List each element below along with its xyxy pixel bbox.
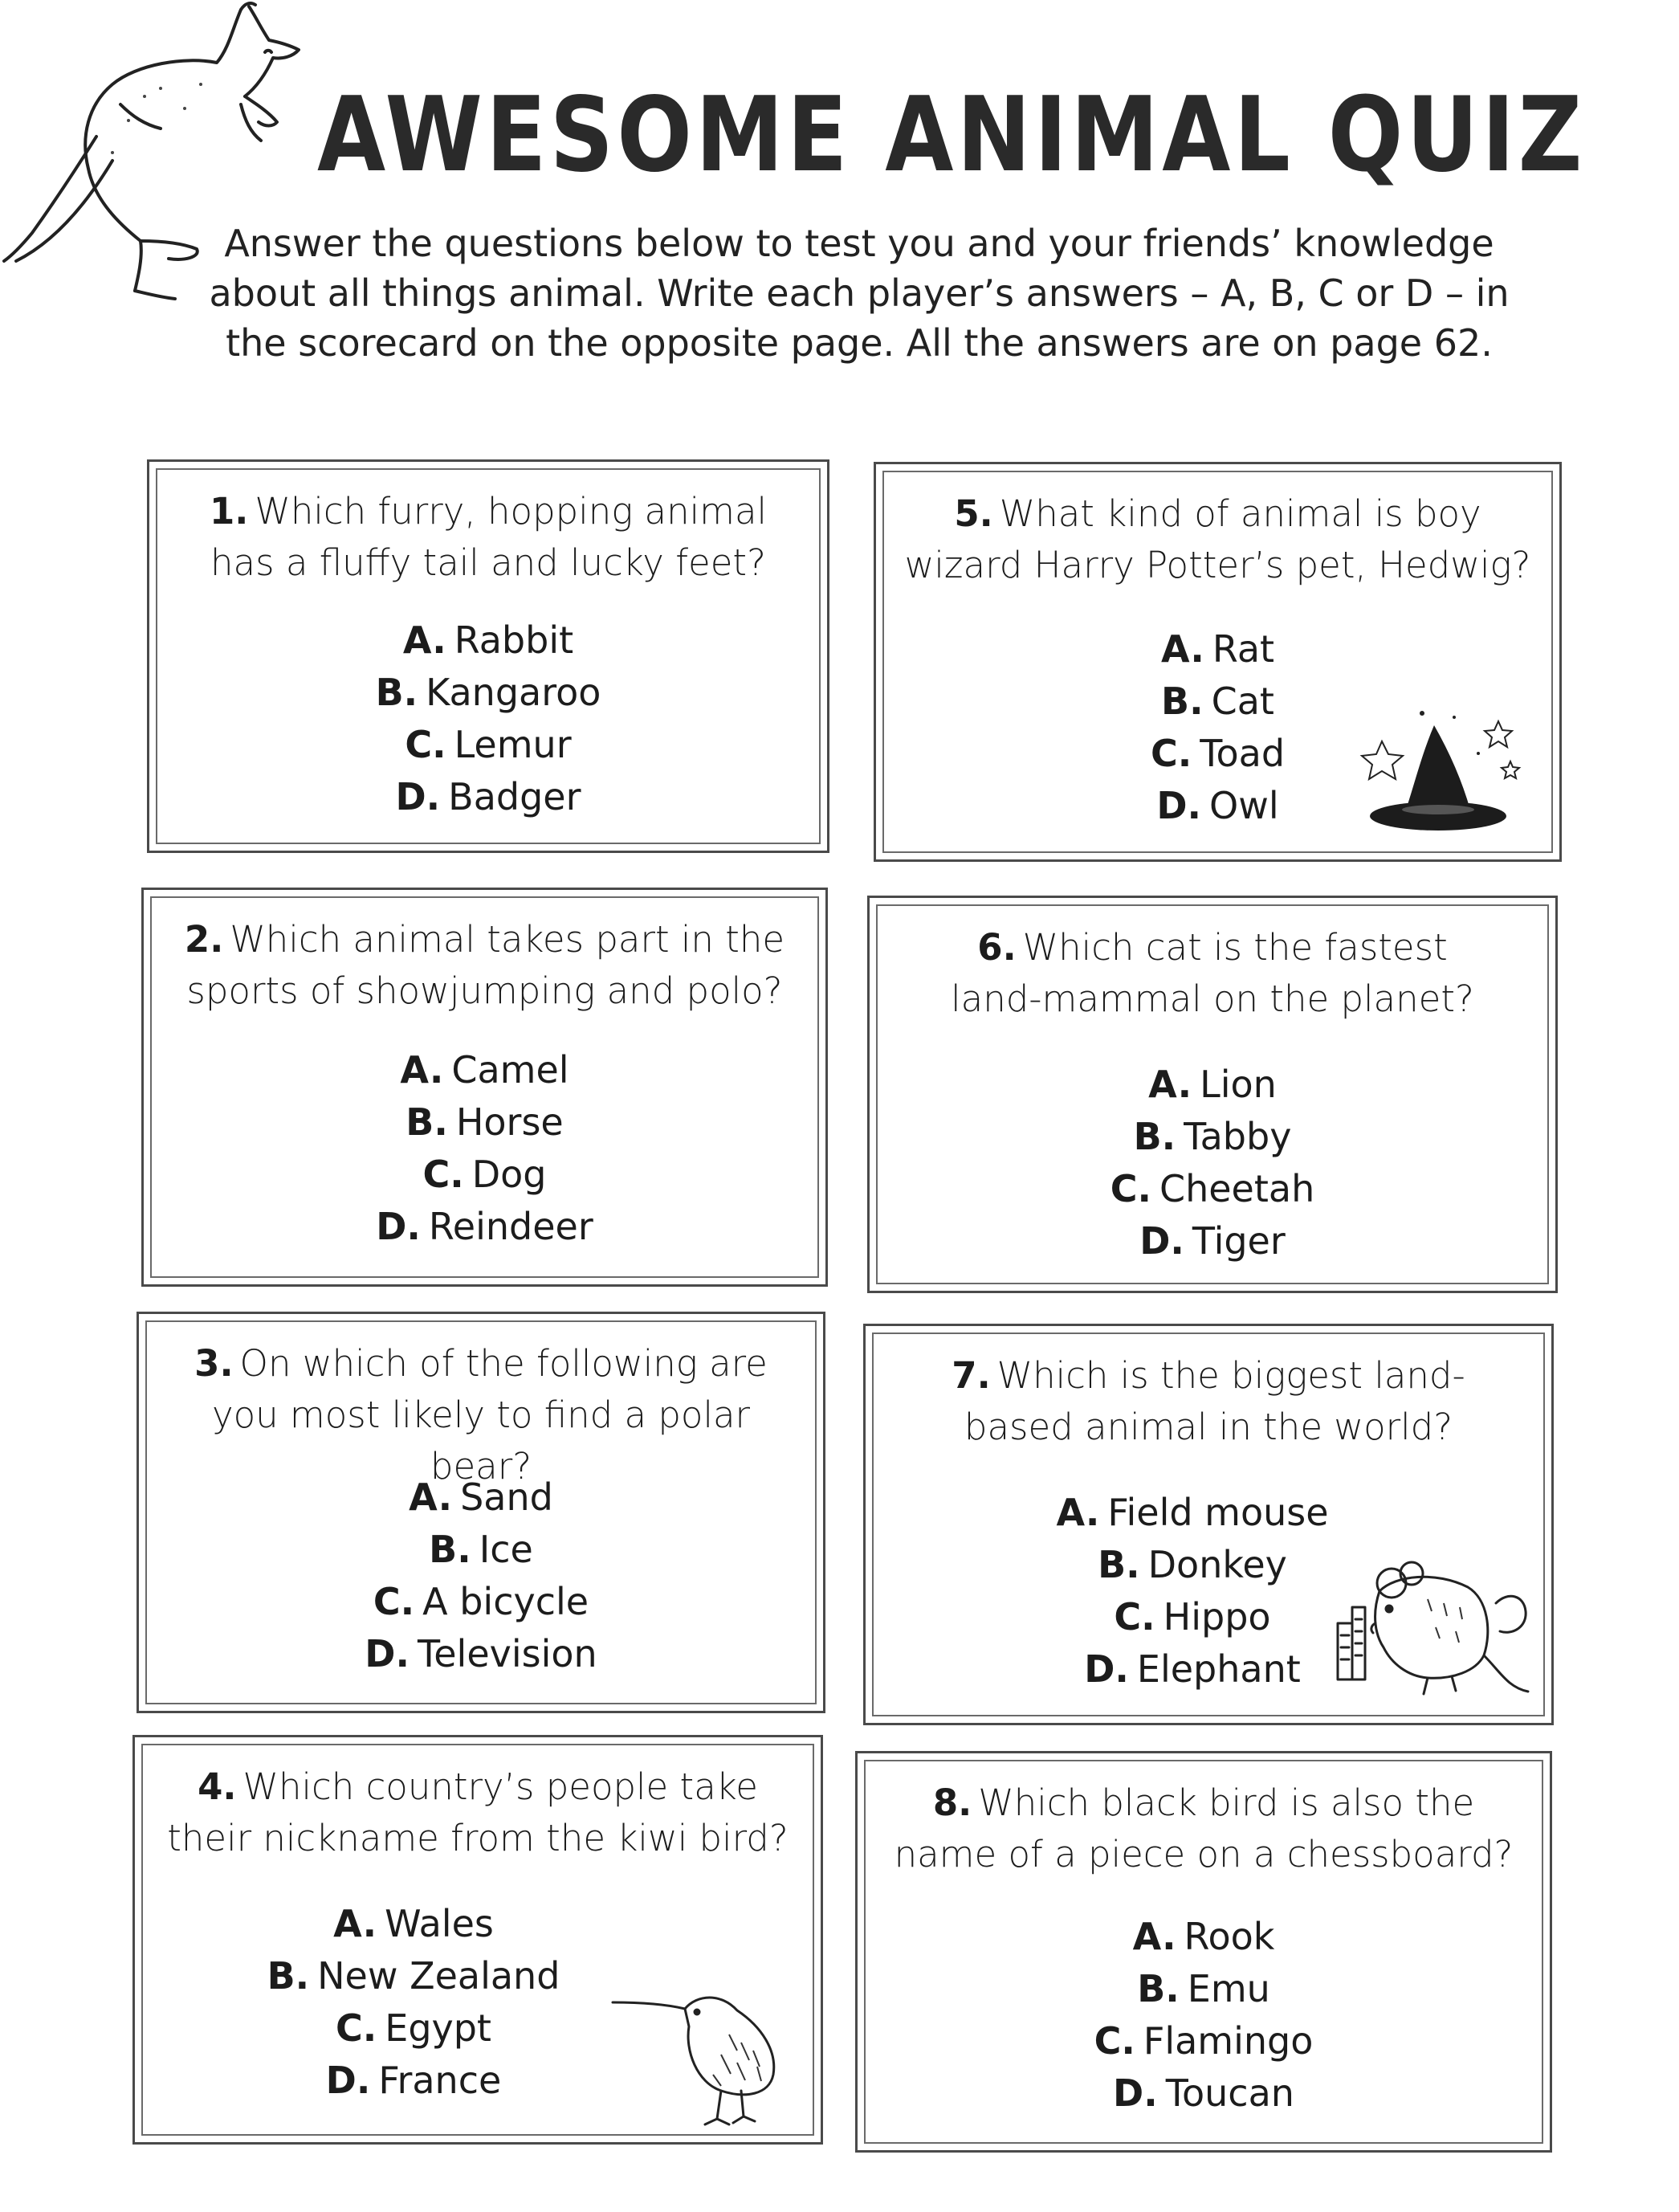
question-card-5 <box>874 462 1562 862</box>
question-text <box>159 1761 797 1864</box>
answer-text: Tiger <box>1192 1219 1286 1263</box>
question-text <box>900 488 1535 591</box>
answer-letter: A. <box>1148 1063 1192 1106</box>
answer-option[interactable] <box>858 1963 1550 2015</box>
answer-option[interactable] <box>144 1096 825 1149</box>
answer-letter: C. <box>1150 732 1192 775</box>
answer-letter: C. <box>422 1153 464 1196</box>
answer-text: Cheetah <box>1159 1167 1315 1210</box>
answer-letter: D. <box>1139 1219 1184 1263</box>
answer-text: A bicycle <box>422 1580 589 1623</box>
intro-line: the scorecard on the opposite page. All the answers are on page 62. <box>226 321 1493 365</box>
answer-letter: C. <box>1110 1167 1151 1210</box>
answer-letter: D. <box>1084 1647 1129 1691</box>
answer-letter: B. <box>267 1954 310 1998</box>
answer-list <box>870 1059 1555 1267</box>
answer-letter: C. <box>405 723 446 766</box>
answer-letter: C. <box>373 1580 415 1623</box>
mouse-icon <box>1331 1559 1532 1712</box>
question-card-7 <box>863 1324 1554 1725</box>
question-card-1 <box>147 459 829 853</box>
question-card-3 <box>137 1312 825 1713</box>
answer-text: Flamingo <box>1143 2019 1314 2063</box>
answer-letter: A. <box>333 1902 377 1945</box>
question-number: 1. <box>209 490 249 533</box>
answer-text: Cat <box>1211 680 1274 723</box>
answer-text: Rat <box>1212 627 1275 671</box>
answer-list <box>149 614 827 823</box>
answer-option[interactable] <box>858 1911 1550 1963</box>
answer-letter: B. <box>405 1100 448 1144</box>
answer-option[interactable] <box>870 1163 1555 1215</box>
question-text <box>882 1777 1526 1880</box>
intro-line: about all things animal. Write each player’s answers – A, B, C or D – in <box>209 271 1510 315</box>
question-card-6 <box>867 896 1558 1293</box>
question-number: 8. <box>932 1781 972 1824</box>
answer-option[interactable] <box>866 1487 1519 1539</box>
answer-letter: B. <box>1133 1115 1176 1158</box>
question-body: Which country’s people take their nickname from the kiwi bird? <box>167 1765 789 1859</box>
answer-text: Hippo <box>1163 1595 1271 1639</box>
question-text <box>942 922 1483 1025</box>
answer-letter: A. <box>409 1475 453 1519</box>
answer-text: Reindeer <box>428 1205 593 1248</box>
answer-text: Dog <box>471 1153 547 1196</box>
answer-option[interactable] <box>149 719 827 771</box>
question-body: Which black bird is also the name of a piece on a chessboard? <box>894 1781 1514 1875</box>
answer-letter: D. <box>1113 2071 1158 2115</box>
question-body: What kind of animal is boy wizard Harry Potter’s pet, Hedwig? <box>904 492 1531 586</box>
question-text <box>181 486 795 589</box>
question-card-8 <box>855 1751 1552 2153</box>
answer-text: Horse <box>455 1100 564 1144</box>
answer-letter: C. <box>1114 1595 1155 1639</box>
answer-option[interactable] <box>144 1149 825 1201</box>
answer-letter: B. <box>1098 1543 1140 1586</box>
question-text <box>163 1338 799 1492</box>
question-number: 4. <box>198 1765 237 1808</box>
answer-letter: B. <box>375 671 418 714</box>
kiwi-bird-icon <box>609 1978 793 2131</box>
answer-letter: C. <box>1094 2019 1135 2063</box>
answer-text: Kangaroo <box>426 671 601 714</box>
answer-letter: B. <box>429 1528 471 1571</box>
answer-letter: A. <box>1056 1491 1100 1534</box>
answer-text: Field mouse <box>1107 1491 1329 1534</box>
answer-text: Owl <box>1209 784 1279 827</box>
intro-text <box>201 218 1518 368</box>
answer-option[interactable] <box>149 614 827 667</box>
answer-letter: A. <box>400 1048 444 1092</box>
answer-text: Lemur <box>454 723 572 766</box>
answer-letter: B. <box>1137 1967 1180 2010</box>
question-number: 6. <box>977 926 1017 969</box>
answer-option[interactable] <box>858 2015 1550 2067</box>
answer-text: France <box>378 2059 502 2102</box>
intro-line: Answer the questions below to test you and your friends’ knowledge <box>224 222 1494 265</box>
answer-option[interactable] <box>870 1215 1555 1267</box>
answer-option[interactable] <box>139 1576 823 1628</box>
answer-text: Television <box>417 1632 597 1675</box>
question-card-2 <box>141 888 828 1287</box>
answer-option[interactable] <box>870 1059 1555 1111</box>
question-body: Which furry, hopping animal has a fluffy tail and lucky feet? <box>210 490 768 584</box>
answer-option[interactable] <box>149 771 827 823</box>
question-number: 7. <box>952 1354 991 1397</box>
answer-letter: D. <box>376 1205 421 1248</box>
answer-list <box>858 1911 1550 2120</box>
answer-text: Elephant <box>1136 1647 1301 1691</box>
answer-letter: A. <box>1132 1915 1176 1958</box>
answer-letter: B. <box>1161 680 1204 723</box>
answer-text: Ice <box>479 1528 533 1571</box>
answer-text: Badger <box>448 775 581 818</box>
answer-option[interactable] <box>135 1898 692 1950</box>
answer-option[interactable] <box>858 2067 1550 2120</box>
answer-letter: C. <box>336 2006 377 2050</box>
question-body: Which cat is the fastest land-mammal on the planet? <box>951 926 1474 1020</box>
answer-letter: D. <box>1156 784 1202 827</box>
answer-text: Rook <box>1184 1915 1275 1958</box>
answer-option[interactable] <box>139 1471 823 1524</box>
answer-letter: A. <box>1160 627 1204 671</box>
question-text <box>906 1350 1511 1453</box>
answer-text: Egypt <box>385 2006 491 2050</box>
answer-text: Sand <box>460 1475 553 1519</box>
answer-letter: A. <box>402 618 446 662</box>
question-text <box>176 914 793 1017</box>
question-body: Which animal takes part in the sports of showjumping and polo? <box>186 918 785 1012</box>
answer-option[interactable] <box>870 1111 1555 1163</box>
answer-option[interactable] <box>139 1524 823 1576</box>
question-number: 2. <box>184 918 224 961</box>
answer-letter: D. <box>325 2059 371 2102</box>
answer-list <box>144 1044 825 1253</box>
answer-option[interactable] <box>876 623 1559 675</box>
question-body: Which is the biggest land-based animal in the world? <box>964 1354 1465 1448</box>
answer-text: Toad <box>1200 732 1286 775</box>
question-card-4 <box>132 1735 823 2145</box>
wizard-hat-icon <box>1358 705 1534 842</box>
answer-option[interactable] <box>144 1201 825 1253</box>
answer-letter: D. <box>365 1632 410 1675</box>
answer-text: Tabby <box>1184 1115 1292 1158</box>
answer-text: Toucan <box>1165 2071 1294 2115</box>
answer-text: Emu <box>1187 1967 1270 2010</box>
answer-letter: D. <box>395 775 441 818</box>
answer-option[interactable] <box>144 1044 825 1096</box>
answer-option[interactable] <box>139 1628 823 1680</box>
answer-text: Wales <box>385 1902 494 1945</box>
question-body: On which of the following are you most likely to find a polar bear? <box>211 1342 768 1488</box>
page-title: AWESOME ANIMAL QUIZ <box>317 76 1586 195</box>
answer-list <box>139 1471 823 1680</box>
answer-text: Camel <box>451 1048 569 1092</box>
question-number: 5. <box>954 492 993 535</box>
answer-option[interactable] <box>149 667 827 719</box>
question-number: 3. <box>194 1342 234 1385</box>
answer-text: Donkey <box>1147 1543 1287 1586</box>
answer-text: New Zealand <box>317 1954 560 1998</box>
answer-text: Rabbit <box>454 618 574 662</box>
answer-text: Lion <box>1200 1063 1277 1106</box>
